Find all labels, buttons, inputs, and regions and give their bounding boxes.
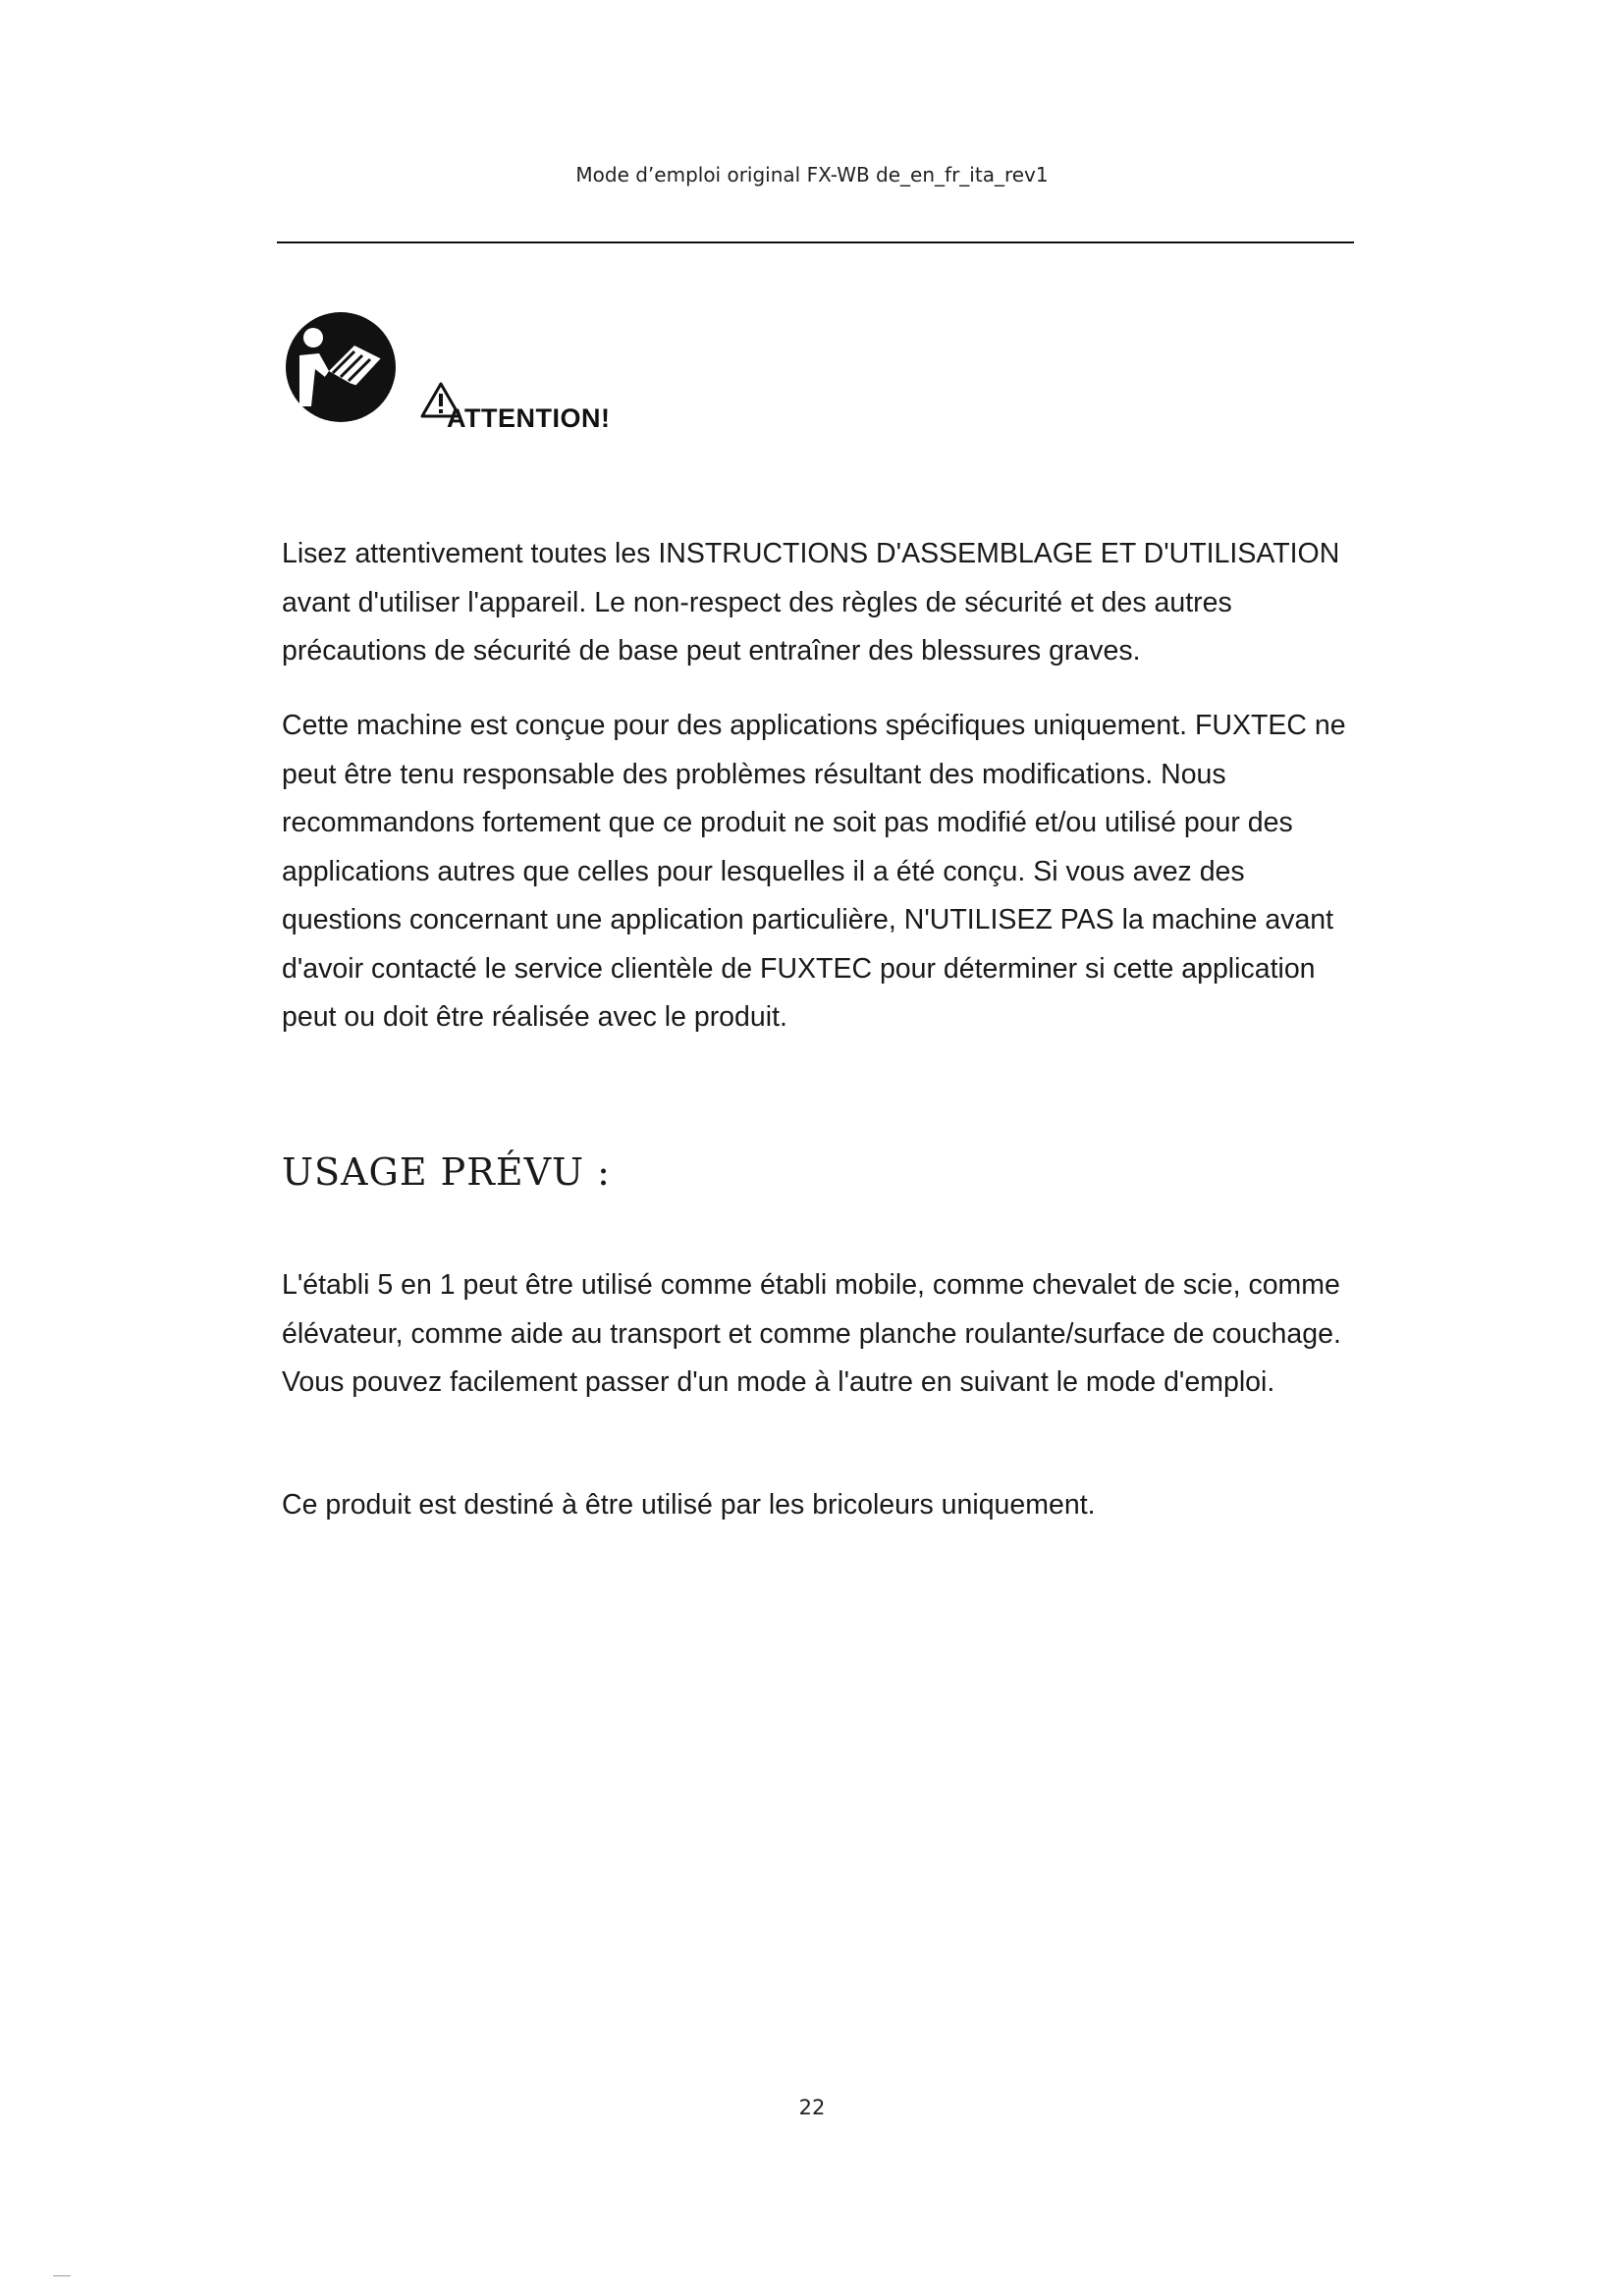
document-header-title: Mode d’emploi original FX-WB de_en_fr_ita_rev1 <box>575 163 1049 187</box>
header-divider <box>277 241 1354 243</box>
page-number: 22 <box>798 2096 826 2119</box>
intended-applications-paragraph: Cette machine est conçue pour des applications spécifiques uniquement. FUXTEC ne peut être tenu responsable des problèmes résultant des modifications. Nous recommandons fortement que ce produit ne soit pas modifié et/ou utilisé pour des applications autres que celles pour lesquelles il a été conçu. Si vous avez des questions concernant une application particulière, N'UTILISEZ PAS la machine avant d'avoir contacté le service clientèle de FUXTEC pour déterminer si cette application peut ou doit être réalisée avec le produit. <box>282 710 1346 1033</box>
safety-instructions-paragraph: Lisez attentivement toutes les INSTRUCTIONS D'ASSEMBLAGE ET D'UTILISATION avant d'utiliser l'appareil. Le non-respect des règles de sécurité et des autres précautions de sécurité de base peut entraîner des blessures graves. <box>282 538 1340 667</box>
usage-description-paragraph: L'établi 5 en 1 peut être utilisé comme établi mobile, comme chevalet de scie, comme élévateur, comme aide au transport et comme planche roulante/surface de couchage. Vous pouvez facilement passer d'un mode à l'autre en suivant le mode d'emploi. <box>282 1269 1341 1398</box>
read-manual-icon <box>286 312 396 422</box>
usage-section-heading: USAGE PRÉVU : <box>282 1150 611 1194</box>
usage-audience-paragraph: Ce produit est destiné à être utilisé par les bricoleurs uniquement. <box>282 1489 1096 1521</box>
corner-mark <box>53 2275 71 2276</box>
attention-label: ATTENTION! <box>447 403 611 433</box>
